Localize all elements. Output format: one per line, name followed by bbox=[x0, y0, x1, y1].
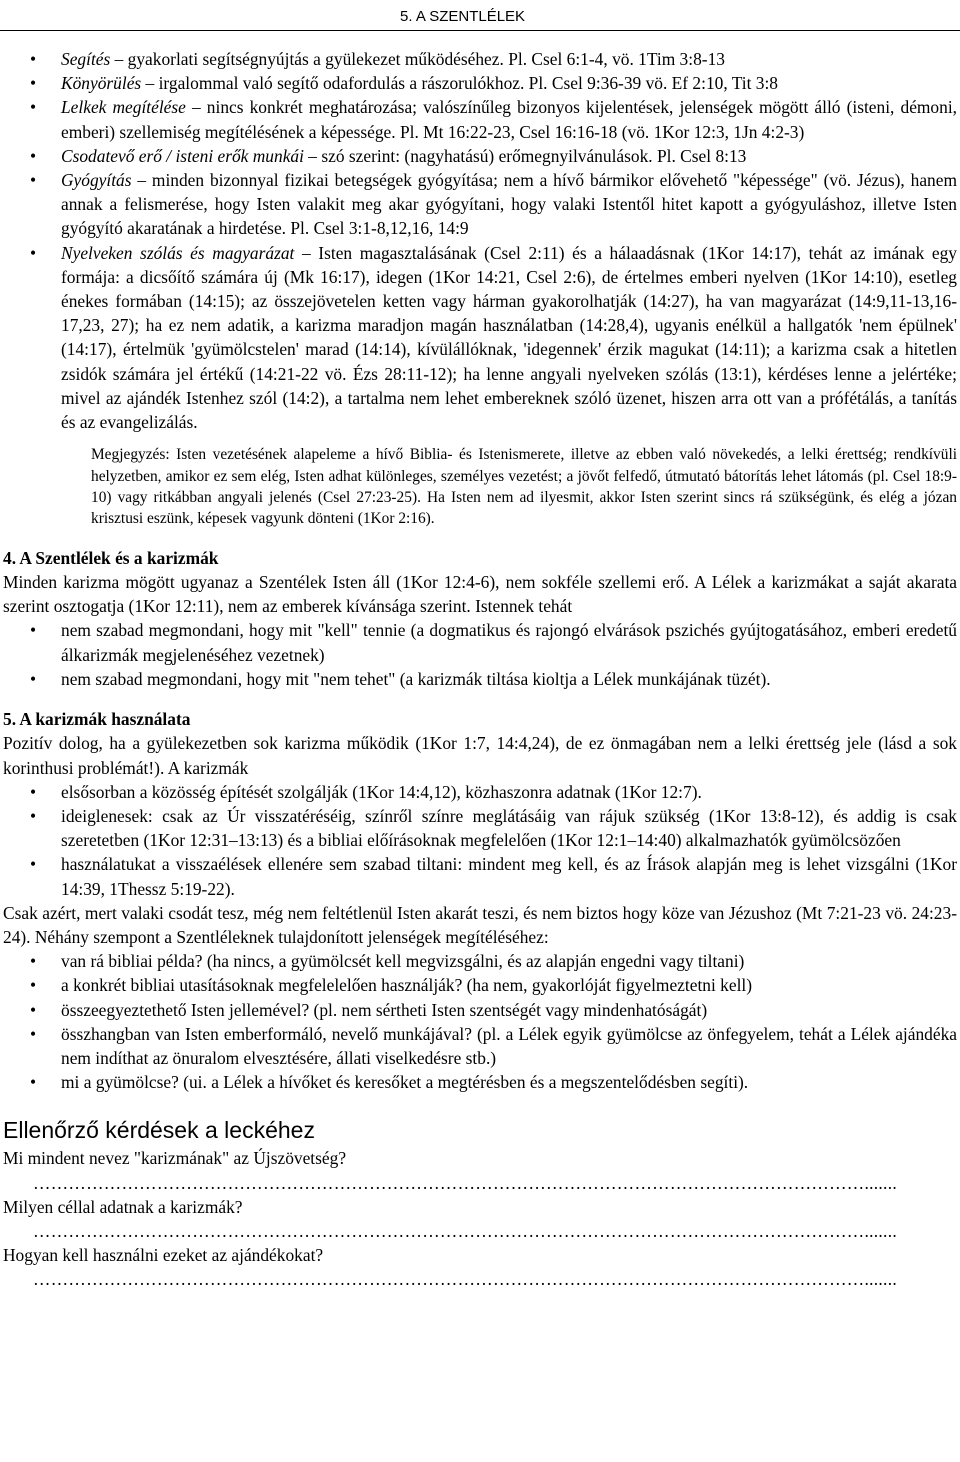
list-item bbox=[3, 47, 957, 71]
answer-blank[interactable]: ……………………………………………………………………………………………………………………………....... bbox=[33, 1269, 897, 1290]
term: Segítés bbox=[61, 49, 111, 69]
term: Csodatevő erő / isteni erők munkái bbox=[61, 145, 304, 166]
running-header bbox=[0, 0, 960, 31]
list-item: • nem szabad megmondani, hogy mit "nem tehet" (a karizmák tiltása kioltja a Lélek munkájának tüzét). bbox=[3, 667, 957, 691]
note-block: Megjegyzés: Isten vezetésének alapeleme a hívő Biblia- és Istenismerete, illetve az ebben való növekedés, a lelki érettség; rendkívüli helyzetben, amikor ez sem elég, Isten adhat különleges, személyes vezetést; a jövőt felfedő, útmutató bátorítás lehet látomás (pl. Csel 18:9-10) vagy ritkábban angyali jelenés (Csel 27:23-25). Ha Isten nem ad ilyesmit, akkor Isten szerint sincs rá szükségünk, és elég a józan krisztusi eszünk, képesek vagyunk dönteni (1Kor 2:16). bbox=[91, 446, 957, 528]
section-5-paragraph: Csak azért, mert valaki csodát tesz, még nem feltétlenül Isten akarát teszi, és nem biztos hogy köze van Jézushoz (Mt 7:21-23 vö. 24:23-24). Néhány szempont a Szentléleknek tulajdonított jelenségek megítéléséhez: bbox=[3, 902, 957, 947]
term: Lelkek megítélése bbox=[61, 97, 186, 118]
criteria-list bbox=[3, 949, 957, 1094]
term: Könyörülés bbox=[61, 73, 142, 94]
section-5-intro: Pozitív dolog, ha a gyülekezetben sok karizma működik (1Kor 1:7, 14:4,24), de ez önmagában nem a lelki érettség jele (lásd a sok korinthusi problémát!). A karizmák bbox=[3, 733, 957, 778]
list-item bbox=[3, 168, 957, 241]
answer-blank[interactable]: ……………………………………………………………………………………………………………………………....... bbox=[33, 1172, 897, 1193]
definition: – Isten magasztalásának (Csel 2:11) és a hálaadásnak (1Kor 14:17), tehát az imának egy formája: a dicsőítő számára új (Mk 16:17), idegen (1Kor 14:21, Csel 2:6), de értelmes emberi nyelven (1Kor 14:10), esetleg énekes formában (14:15); az összejövetelen ketten vagy hárman gyakorolhatják (14:27), ha van magyarázat (14:9,11-13,16-17,23, 27); ha ez nem adatik, a karizma maradjon magán használatban (14:28,4), ugyanis enélkül a hallgatók 'nem épülnek' (14:17), értelmük 'gyümölcstelen' marad (14:14), kívülállóknak, 'idegennek' érzik magukat (14:11); a karizma csak a hitetlen zsidók számára jel értékű (14:21-22 vö. Ézs 28:11-12); ha lenne angyali nyelveken szólás (13:1), kérdéses lenne a jelértéke; mivel az ajándék Istenhez szól (14:2), a tartalma nem lehet embereknek szóló üzenet, hiszen arra ott van a prófétálás, a tanítás és az evangelizálás. bbox=[61, 242, 957, 433]
list-item bbox=[3, 95, 957, 143]
definition: – irgalommal való segítő odafordulás a rászorulókhoz. Pl. Csel 9:36-39 vö. Ef 2:10, Tit 3:8 bbox=[141, 73, 778, 94]
section-4-heading: 4. A Szentlélek és a karizmák bbox=[3, 547, 219, 568]
answer-blank[interactable]: ……………………………………………………………………………………………………………………………....... bbox=[33, 1220, 897, 1241]
section-5-heading: 5. A karizmák használata bbox=[3, 709, 191, 730]
term: Gyógyítás bbox=[61, 170, 132, 191]
section-4-intro: Minden karizma mögött ugyanaz a Szentélek Isten áll (1Kor 12:4-6), nem sokféle szellemi erő. A Lélek a karizmákat a saját akarata szerint osztogatja (1Kor 12:11), nem az emberek kívánsága szerint. Istennek tehát bbox=[3, 572, 957, 617]
header-rule bbox=[0, 30, 960, 31]
list-item bbox=[3, 241, 957, 435]
document-body bbox=[3, 47, 957, 1292]
question: Milyen céllal adatnak a karizmák? bbox=[3, 1196, 243, 1217]
list-item bbox=[3, 71, 957, 95]
definition: – nincs konkrét meghatározása; valószínűleg bizonyos kijelentések, jelenségek mögött álló (isteni, démoni, emberi) szellemiség megítélésének a képessége. Pl. Mt 16:22-23, Csel 16:16-18 (vö. 1Kor 12:3, 1Jn 4:2-3) bbox=[61, 97, 958, 142]
list-item: • van rá bibliai példa? (ha nincs, a gyümölcsét kell megvizsgálni, és az alapján engedni vagy tiltani) bbox=[3, 949, 957, 973]
list-item: • nem szabad megmondani, hogy mit "kell" tennie (a dogmatikus és rajongó elvárások pszichés gyújtogatásához, emberi eredetű álkarizmák megjelenéséhez vezetnek) bbox=[3, 618, 957, 666]
definition: – gyakorlati segítségnyújtás a gyülekezet működéséhez. Pl. Csel 6:1-4, vö. 1Tim 3:8-13 bbox=[110, 49, 725, 69]
questions-heading: Ellenőrző kérdések a leckéhez bbox=[3, 1117, 315, 1144]
charisma-list bbox=[3, 47, 957, 434]
section-4-list bbox=[3, 618, 957, 691]
header-title: 5. A SZENTLÉLEK bbox=[400, 8, 526, 25]
list-item: • elsősorban a közösség építését szolgálják (1Kor 14:4,12), közhaszonra adatnak (1Kor 12:7). bbox=[3, 780, 957, 804]
question: Mi mindent nevez "karizmának" az Újszövetség? bbox=[3, 1148, 347, 1169]
list-item: • ideiglenesek: csak az Úr visszatéréséig, színről színre meglátásáig van rájuk szükség (1Kor 13:8-12), és addig is csak szeretetben (1Kor 12:31–13:13) és a bibliai előírásoknak megfelelően (1Kor 12:1–14:40) alkalmazhatók gyümölcsözően bbox=[3, 804, 957, 852]
list-item: • összeegyeztethető Isten jellemével? (pl. nem sértheti Isten szentségét vagy mindenhatóságát) bbox=[3, 998, 957, 1022]
section-5-list bbox=[3, 780, 957, 901]
definition: – szó szerint: (nagyhatású) erőmegnyilvánulások. Pl. Csel 8:13 bbox=[303, 145, 747, 166]
definition: – minden bizonnyal fizikai betegségek gyógyítása; nem a hívő bármikor elővehető "képessége" (vö. Jézus), hanem annak a felismerése, hogy Isten valakit meg akar gyógyítani, hogy valaki Istentől hitet kapott a gyógyuláshoz, illetve Isten gyógyító akaratának a hirdetése. Pl. Csel 3:1-8,12,16, 14:9 bbox=[61, 170, 957, 239]
list-item: • használatukat a visszaélések ellenére sem szabad tiltani: mindent meg kell, és az Írások alapján meg is lehet vizsgálni (1Kor 14:39, 1Thessz 5:19-22). bbox=[3, 852, 957, 900]
list-item: • mi a gyümölcse? (ui. a Lélek a hívőket és keresőket a megtérésben és a megszentelődésben segíti). bbox=[3, 1070, 957, 1094]
list-item bbox=[3, 144, 957, 168]
list-item: • összhangban van Isten emberformáló, nevelő munkájával? (pl. a Lélek egyik gyümölcse az önfegyelem, tehát a Lélek ajándéka nem indíthat az önuralom elvesztésére, állati viselkedésre stb.) bbox=[3, 1022, 957, 1070]
question: Hogyan kell használni ezeket az ajándékokat? bbox=[3, 1245, 324, 1266]
list-item: • a konkrét bibliai utasításoknak megfelelelően használják? (ha nem, gyakorlóját figyelmeztetni kell) bbox=[3, 973, 957, 997]
term: Nyelveken szólás és magyarázat bbox=[61, 242, 295, 263]
